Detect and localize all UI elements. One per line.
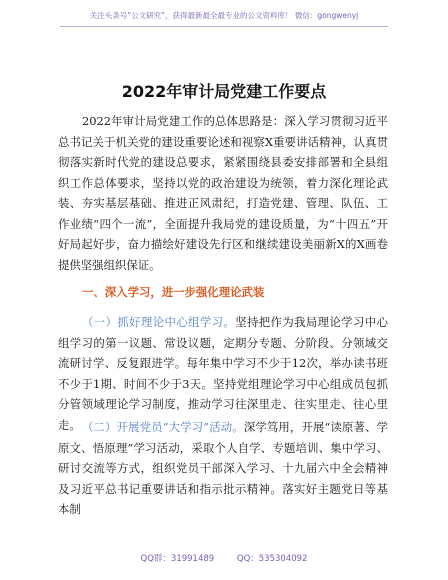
- document-title: 2022年审计局党建工作要点: [121, 82, 327, 101]
- page-header-banner: 关注头条号“公文研究”，获得最新最全最专业的公文资料库！ 微信：gongwenyj: [89, 11, 359, 20]
- item-2-label: （二）开展党员“大学习”活动。: [82, 420, 244, 434]
- section-heading: 一、深入学习，进一步强化理论武装: [82, 285, 265, 299]
- page-footer: [0, 552, 448, 564]
- header-divider: [60, 26, 388, 27]
- footer-qq: QQ：535304092: [236, 554, 308, 564]
- intro-paragraph: 2022年审计局党建工作的总体思路是：深入学习贯彻习近平总书记关于机关党的建设重要论述和视察X重要讲话精神，认真贯彻落实新时代党的建设总要求，紧紧围绕县委安排部署和全县组织工作总体要求，坚持以党的政治建设为统领，着力深化理论武装、夯实基层基础、推进正风肃纪，打造党建、管理、队伍、工作业绩“四个一流”，全面提升我局党的建设质量，为“十四五”开好局起好步，奋力描绘好建设先行区和继续建设美丽新X的X画卷提供坚强组织保证。: [58, 114, 388, 272]
- footer-qq-group: QQ群：31991489: [140, 554, 215, 564]
- item-1-label: （一）抓好理论中心组学习。: [82, 315, 236, 329]
- paragraph-item-2: [58, 417, 388, 520]
- item-1-text: 坚持把作为我局理论学习中心组学习的第一议题、常设议题，定期分专题、分阶段、分领域交流研讨学、反复跟进学。每年集中学习不少于12次，举办读书班不少于1期、时间不少于3天。坚持党组理论学习中心组成员包抓分管领域理论学习制度，推动学习往深里走、往实里走、往心里走。: [58, 315, 388, 432]
- item-2-text: 深学笃用，开展“读原著、学原文、悟原理”学习活动，采取个人自学、专题培训、集中学习、研讨交流等方式，组织党员干部深入学习、十九届六中全会精神及习近平总书记重要讲话和指示批示精神。落实好主题党日等基本制: [58, 420, 388, 516]
